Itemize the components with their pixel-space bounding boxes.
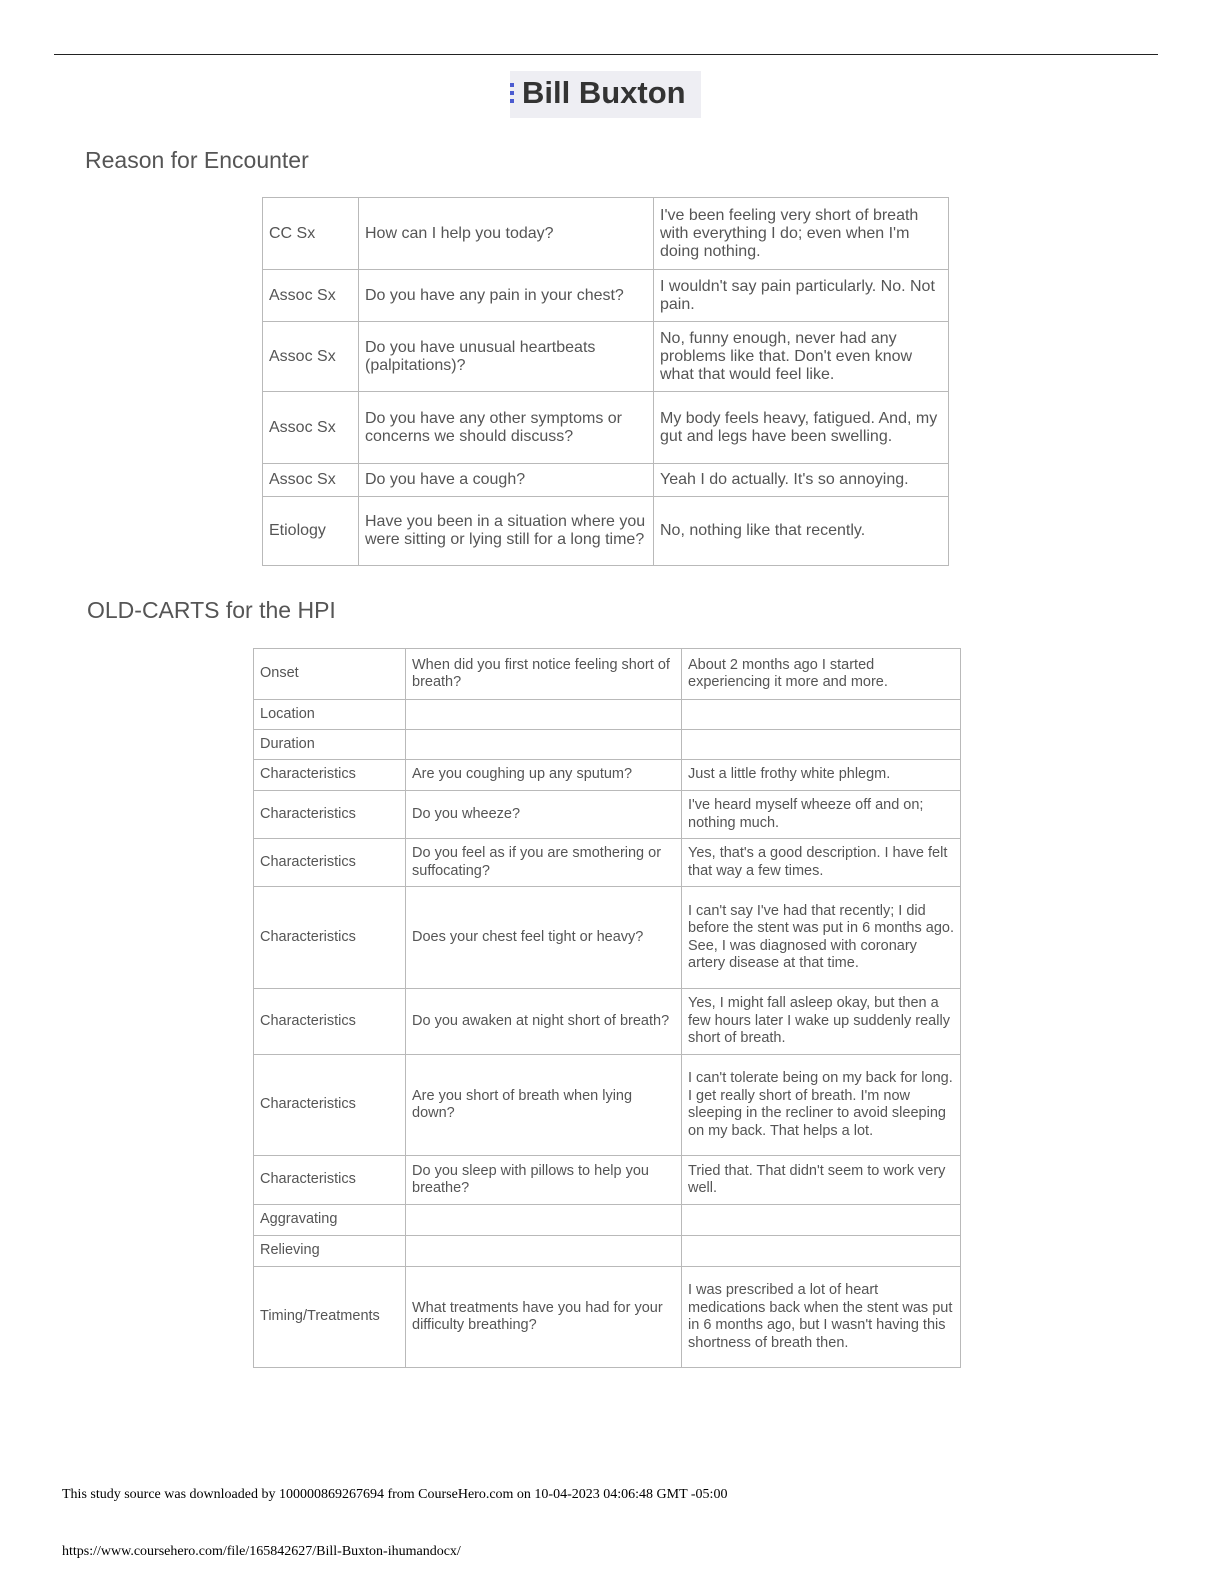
- document-title: Bill Buxton: [522, 75, 686, 110]
- question-cell: Are you short of breath when lying down?: [406, 1055, 682, 1156]
- table-row: [254, 649, 961, 700]
- table-row: [263, 392, 949, 464]
- question-cell: Do you have any other symptoms or concerns we should discuss?: [359, 392, 654, 464]
- category-cell: Timing/Treatments: [254, 1267, 406, 1368]
- question-cell: Do you have unusual heartbeats (palpitations)?: [359, 322, 654, 392]
- question-cell: Do you awaken at night short of breath?: [406, 989, 682, 1055]
- question-cell: [406, 730, 682, 760]
- answer-cell: No, funny enough, never had any problems like that. Don't even know what that would feel like.: [654, 322, 949, 392]
- category-cell: CC Sx: [263, 198, 359, 270]
- table-row: [263, 270, 949, 322]
- answer-cell: Tried that. That didn't seem to work very well.: [682, 1156, 961, 1205]
- table-row: [254, 839, 961, 887]
- title-highlight: [510, 71, 701, 118]
- answer-cell: My body feels heavy, fatigued. And, my gut and legs have been swelling.: [654, 392, 949, 464]
- reason-table: [262, 197, 949, 566]
- category-cell: Characteristics: [254, 989, 406, 1055]
- answer-cell: I've been feeling very short of breath with everything I do; even when I'm doing nothing.: [654, 198, 949, 270]
- answer-cell: [682, 1205, 961, 1236]
- question-cell: Does your chest feel tight or heavy?: [406, 887, 682, 989]
- category-cell: Relieving: [254, 1236, 406, 1267]
- question-cell: How can I help you today?: [359, 198, 654, 270]
- table-row: [254, 791, 961, 839]
- section-heading-reason: Reason for Encounter: [85, 147, 309, 173]
- download-notice: This study source was downloaded by 100000869267694 from CourseHero.com on 10-04-2023 04:06:48 GMT -05:00: [62, 1487, 728, 1502]
- table-row: [254, 1156, 961, 1205]
- category-cell: Location: [254, 700, 406, 730]
- question-cell: What treatments have you had for your difficulty breathing?: [406, 1267, 682, 1368]
- category-cell: Assoc Sx: [263, 464, 359, 497]
- category-cell: Characteristics: [254, 760, 406, 791]
- table-row: [254, 1267, 961, 1368]
- category-cell: Duration: [254, 730, 406, 760]
- table-row: [254, 1055, 961, 1156]
- question-cell: [406, 1236, 682, 1267]
- table-row: [254, 730, 961, 760]
- answer-cell: I can't tolerate being on my back for long. I get really short of breath. I'm now sleeping in the recliner to avoid sleeping on my back. That helps a lot.: [682, 1055, 961, 1156]
- section-heading-hpi: OLD-CARTS for the HPI: [87, 597, 336, 623]
- category-cell: Assoc Sx: [263, 270, 359, 322]
- table-row: [254, 1205, 961, 1236]
- category-cell: Characteristics: [254, 791, 406, 839]
- table-row: [263, 464, 949, 497]
- question-cell: Do you sleep with pillows to help you breathe?: [406, 1156, 682, 1205]
- answer-cell: I can't say I've had that recently; I did before the stent was put in 6 months ago. See, I was diagnosed with coronary artery disease at that time.: [682, 887, 961, 989]
- answer-cell: I was prescribed a lot of heart medications back when the stent was put in 6 months ago, but I wasn't having this shortness of breath then.: [682, 1267, 961, 1368]
- category-cell: Characteristics: [254, 1156, 406, 1205]
- question-cell: [406, 700, 682, 730]
- table-row: [263, 497, 949, 566]
- category-cell: Etiology: [263, 497, 359, 566]
- category-cell: Characteristics: [254, 839, 406, 887]
- category-cell: Assoc Sx: [263, 322, 359, 392]
- category-cell: Characteristics: [254, 1055, 406, 1156]
- answer-cell: I wouldn't say pain particularly. No. Not pain.: [654, 270, 949, 322]
- table-row: [254, 1236, 961, 1267]
- answer-cell: Just a little frothy white phlegm.: [682, 760, 961, 791]
- answer-cell: Yes, I might fall asleep okay, but then a few hours later I wake up suddenly really short of breath.: [682, 989, 961, 1055]
- question-cell: Do you feel as if you are smothering or suffocating?: [406, 839, 682, 887]
- category-cell: Onset: [254, 649, 406, 700]
- top-rule: [54, 54, 1158, 55]
- table-row: [254, 700, 961, 730]
- question-cell: Are you coughing up any sputum?: [406, 760, 682, 791]
- answer-cell: Yeah I do actually. It's so annoying.: [654, 464, 949, 497]
- question-cell: Do you have any pain in your chest?: [359, 270, 654, 322]
- hpi-table: [253, 648, 961, 1368]
- table-row: [254, 760, 961, 791]
- question-cell: Do you wheeze?: [406, 791, 682, 839]
- category-cell: Characteristics: [254, 887, 406, 989]
- table-row: [263, 198, 949, 270]
- category-cell: Aggravating: [254, 1205, 406, 1236]
- question-cell: Do you have a cough?: [359, 464, 654, 497]
- category-cell: Assoc Sx: [263, 392, 359, 464]
- table-row: [254, 887, 961, 989]
- question-cell: Have you been in a situation where you were sitting or lying still for a long time?: [359, 497, 654, 566]
- table-row: [263, 322, 949, 392]
- question-cell: [406, 1205, 682, 1236]
- answer-cell: [682, 730, 961, 760]
- answer-cell: [682, 700, 961, 730]
- drag-handle-icon: [510, 83, 514, 105]
- question-cell: When did you first notice feeling short of breath?: [406, 649, 682, 700]
- answer-cell: About 2 months ago I started experiencing it more and more.: [682, 649, 961, 700]
- answer-cell: [682, 1236, 961, 1267]
- answer-cell: No, nothing like that recently.: [654, 497, 949, 566]
- answer-cell: I've heard myself wheeze off and on; nothing much.: [682, 791, 961, 839]
- answer-cell: Yes, that's a good description. I have felt that way a few times.: [682, 839, 961, 887]
- table-row: [254, 989, 961, 1055]
- source-url-link[interactable]: https://www.coursehero.com/file/165842627/Bill-Buxton-ihumandocx/: [62, 1544, 461, 1559]
